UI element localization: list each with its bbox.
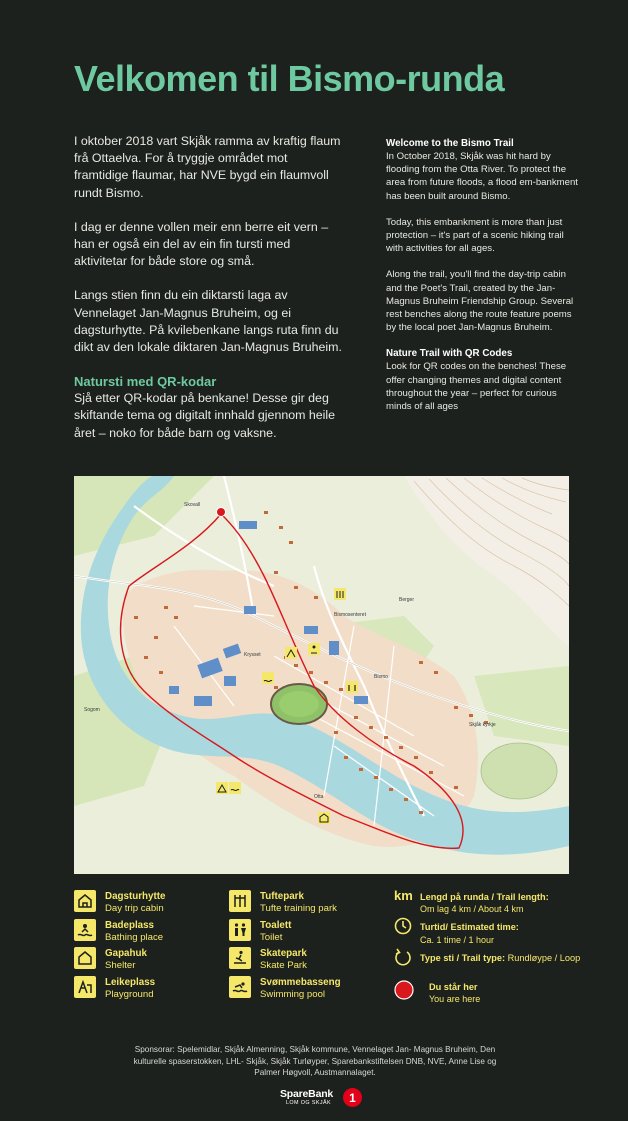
you-are-here-subtitle: You are here (429, 994, 481, 1004)
map-playground-icon (285, 647, 297, 659)
map-label-berger: Berger (399, 597, 415, 603)
english-paragraph-3: Along the trail, you'll find the day-trip cabin and the Poet's Trail, created by the Jan-Magnus Bruheim Friendship Group. Several rest benches along the route feature poems by the local poet Jan-Magnus Bruheim. (386, 269, 574, 334)
legend-title: Tuftepark (260, 891, 304, 902)
norwegian-text (74, 133, 344, 442)
bathing-icon (74, 919, 96, 941)
sponsors-text: Sponsorar: Spelemidlar, Skjåk Almenning, Skjåk kommune, Vennelaget Jan- Magnus Bruheim, Den kulturelle spaserstokken, LHL- Skjåk, Skjåk Turløyper, Sparebankstiftelsen DNB, NVE, Anne Lise og Palmer Høgvoll, Austmannalaget. (133, 1045, 497, 1078)
legend-subtitle: Day trip cabin (105, 903, 164, 914)
legend-title: Gapahuk (105, 948, 147, 959)
map-label-skovall: Skovall (184, 502, 201, 508)
logo-name: SpareBank (280, 1088, 334, 1100)
norwegian-paragraph-3: Langs stien finn du ein diktarsti laga av Vennelaget Jan-Magnus Bruheim, og ei dagsturhytte. På kvilebenkane langs ruta finn du dikt av den lokale diktaren Jan-Magnus Bruheim. (74, 288, 342, 355)
map-label-kyrkje: Skjåk kyrkje (469, 722, 496, 728)
map-skate-icon (308, 643, 320, 655)
legend-title: Toalett (260, 920, 292, 931)
sparebank-logo (280, 1087, 370, 1109)
english-text (386, 137, 581, 426)
playground-icon (74, 976, 96, 998)
km-icon: km (394, 888, 413, 903)
norwegian-paragraph-2: I dag er denne vollen meir enn berre eit vern – han er også ein del av ein fin tursti med aktivitetar for både store og små. (74, 219, 329, 269)
legend-subtitle: Swimming pool (260, 989, 326, 1000)
map-label-krysset: Krysset (244, 652, 261, 658)
legend-subtitle: Playground (105, 989, 154, 1000)
legend-subtitle: Tufte training park (260, 903, 337, 914)
map-label-bismo: Bismo (374, 674, 388, 680)
legend-subtitle: Bathing place (105, 932, 164, 943)
english-heading: Welcome to the Bismo Trail (386, 138, 514, 149)
legend-title: Skatepark (260, 948, 307, 959)
map-bathing-icon (229, 782, 241, 794)
swimming-icon (229, 976, 251, 998)
trail-map[interactable] (74, 476, 569, 874)
english-paragraph-2: Today, this embankment is more than just protection – it's part of a scenic hiking trail with activities for all ages. (386, 216, 564, 255)
trail-type-label: Type sti / Trail type: (420, 953, 506, 963)
page-title: Velkomen til Bismo-runda (74, 58, 505, 99)
shelter-icon (74, 947, 96, 969)
training-park-icon (229, 890, 251, 912)
map-toilet-icon (346, 681, 358, 693)
toilet-icon (229, 919, 251, 941)
legend-title: Leikeplass (105, 977, 156, 988)
trail-length-title: Lengd på runda / Trail length: (420, 892, 549, 902)
logo-subtitle: LOM OG SKJÅK (286, 1100, 331, 1106)
you-are-here-icon (394, 980, 414, 1005)
trail-type (420, 953, 580, 963)
norwegian-qr-heading: Natursti med QR-kodar (74, 374, 217, 390)
map-canvas (74, 476, 569, 874)
map-label-sogom: Sogom (84, 707, 100, 713)
you-are-here-title: Du står her (429, 982, 478, 992)
legend-subtitle: Toilet (260, 932, 283, 943)
estimated-time-value: Ca. 1 time / 1 hour (420, 935, 495, 945)
logo-badge: 1 (343, 1088, 362, 1107)
legend-subtitle: Shelter (105, 960, 136, 971)
loop-icon (394, 948, 412, 971)
english-paragraph-1: In October 2018, Skjåk was hit hard by flooding from the Otta River. To protect the area from future floods, a flood em-bankment has been built around Bismo. (386, 151, 578, 202)
norwegian-qr-text: Sjå etter QR-kodar på benkane! Desse gir deg skiftande tema og digitalt innhald gjennom heile året – noko for både barn og vaksne. (74, 391, 336, 440)
english-qr-text: Look for QR codes on the benches! These offer changing themes and digital content throughout the year – perfect for curious minds of all ages (386, 361, 567, 413)
legend-title: Svømmebasseng (260, 977, 341, 988)
map-training-park-icon (334, 588, 346, 600)
map-label-otta: Otta (314, 794, 324, 800)
map-label-bismosenter: Bismosenteret (334, 612, 366, 618)
legend-title: Dagsturhytte (105, 891, 166, 902)
cabin-icon (74, 890, 96, 912)
english-qr-heading: Nature Trail with QR Codes (386, 348, 513, 360)
legend-subtitle: Skate Park (260, 960, 307, 971)
map-swimming-icon (262, 672, 274, 684)
trail-length-value: Om lag 4 km / About 4 km (420, 904, 524, 914)
clock-icon (394, 917, 412, 940)
map-shelter-icon (216, 782, 228, 794)
you-are-here-marker (217, 508, 226, 517)
norwegian-paragraph-1: I oktober 2018 vart Skjåk ramma av kraftig flaum frå Ottaelva. For å tryggje området mot framtidige flaumar, har NVE bygd ein flaumvoll rundt Bismo. (74, 134, 341, 200)
map-cabin-icon (318, 812, 330, 824)
legend-title: Badeplass (105, 920, 155, 931)
skate-icon (229, 947, 251, 969)
trail-type-value: Rundløype / Loop (507, 953, 581, 963)
estimated-time-title: Turtid/ Estimated time: (420, 922, 519, 932)
